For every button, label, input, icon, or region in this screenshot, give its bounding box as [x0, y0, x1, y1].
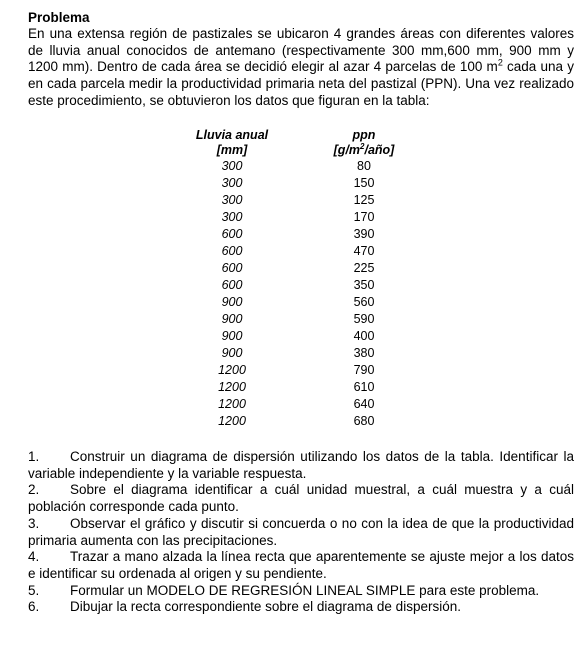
rain-cell: 1200	[218, 380, 246, 394]
ppn-cell: 390	[353, 227, 375, 241]
header-rain-line1: Lluvia anual	[195, 128, 269, 142]
table-row	[180, 379, 444, 396]
task-item	[28, 599, 574, 616]
table-row	[180, 311, 444, 328]
ppn-cell: 225	[353, 261, 375, 275]
table-row	[180, 345, 444, 362]
problem-title: Problema	[28, 10, 90, 25]
intro-superscript: 2	[497, 57, 503, 68]
task-number: 2.	[28, 482, 40, 498]
problem-section	[28, 10, 574, 110]
task-number: 6.	[28, 599, 40, 615]
task-text: Construir un diagrama de dispersión utilizando los datos de la tabla. Identificar la variable independiente y la variable respuesta.	[28, 449, 574, 481]
ppn-cell: 80	[357, 159, 371, 173]
intro-text-part1: En una extensa región de pastizales se ubicaron 4 grandes áreas con diferentes valores de lluvia anual conocidos de antemano (respectivamente 300 mm,600 mm, 900 mm y 1200 mm). Dentro de cada área se decidió elegir al azar 4 parcelas de 100 m	[28, 26, 574, 75]
rain-cell: 900	[221, 329, 243, 343]
ppn-cell: 590	[353, 312, 375, 326]
table-row	[180, 277, 444, 294]
task-number: 3.	[28, 515, 40, 531]
rain-cell: 600	[221, 278, 243, 292]
ppn-cell: 470	[353, 244, 375, 258]
rain-cell: 600	[221, 244, 243, 258]
header-rain-unit: [mm]	[216, 143, 248, 157]
ppn-cell: 400	[353, 329, 375, 343]
table-row	[180, 328, 444, 345]
ppn-unit-post: /año]	[364, 143, 395, 157]
table-row	[180, 158, 444, 175]
task-item	[28, 449, 574, 482]
rain-cell: 900	[221, 295, 243, 309]
data-table	[180, 128, 444, 430]
intro-text-part2: cada una y en cada parcela medir la productividad primaria neta del pastizal (PPN). Una vez realizado este procedimiento, se obtuvieron los datos que figuran en la tabla:	[28, 59, 574, 108]
ppn-cell: 150	[353, 176, 375, 190]
rain-cell: 600	[221, 227, 243, 241]
task-number: 1.	[28, 449, 40, 464]
task-item	[28, 516, 574, 549]
rain-cell: 300	[221, 193, 243, 207]
rain-cell: 1200	[218, 397, 246, 411]
header-ppn-line1: ppn	[352, 128, 376, 142]
task-list	[28, 449, 574, 616]
rain-cell: 1200	[218, 414, 246, 428]
rain-cell: 900	[221, 312, 243, 326]
table-row	[180, 260, 444, 277]
task-number: 5.	[28, 582, 40, 598]
ppn-cell: 680	[353, 414, 375, 428]
header-ppn-unit	[284, 143, 444, 158]
task-text: Dibujar la recta correspondiente sobre el diagrama de dispersión.	[70, 599, 461, 615]
table-row	[180, 413, 444, 430]
task-text: Observar el gráfico y discutir si concuerda o no con la idea de que la productividad primaria aumenta con las precipitaciones.	[28, 515, 574, 548]
task-item	[28, 549, 574, 582]
rain-cell: 300	[221, 176, 243, 190]
ppn-cell: 380	[353, 346, 375, 360]
rain-cell: 300	[221, 159, 243, 173]
problem-intro	[28, 26, 574, 110]
task-text: Sobre el diagrama identificar a cuál unidad muestral, a cuál muestra y a cuál población corresponde cada punto.	[28, 482, 574, 515]
table-row	[180, 175, 444, 192]
ppn-cell: 560	[353, 295, 375, 309]
ppn-cell: 125	[353, 193, 375, 207]
ppn-unit-pre: [g/m	[333, 143, 361, 157]
ppn-unit-sup: 2	[360, 141, 365, 151]
table-row	[180, 192, 444, 209]
rain-cell: 1200	[218, 363, 246, 377]
ppn-cell: 640	[353, 397, 375, 411]
table-row	[180, 362, 444, 379]
table-header-row-2	[180, 143, 444, 158]
rain-cell: 900	[221, 346, 243, 360]
ppn-cell: 610	[353, 380, 375, 394]
task-text: Trazar a mano alzada la línea recta que aparentemente se ajuste mejor a los datos e identificar su ordenada al origen y su pendiente.	[28, 549, 574, 581]
ppn-cell: 170	[353, 210, 375, 224]
task-text: Formular un MODELO DE REGRESIÓN LINEAL SIMPLE para este problema.	[70, 582, 540, 598]
table-row	[180, 209, 444, 226]
ppn-cell: 350	[353, 278, 375, 292]
task-number: 4.	[28, 549, 40, 565]
table-row	[180, 243, 444, 260]
task-item	[28, 482, 574, 515]
table-row	[180, 396, 444, 413]
ppn-cell: 790	[353, 363, 375, 377]
task-item	[28, 583, 574, 600]
table-body	[180, 158, 444, 430]
rain-cell: 600	[221, 261, 243, 275]
rain-cell: 300	[221, 210, 243, 224]
table-row	[180, 226, 444, 243]
table-row	[180, 294, 444, 311]
table-header-row-1	[180, 128, 444, 143]
